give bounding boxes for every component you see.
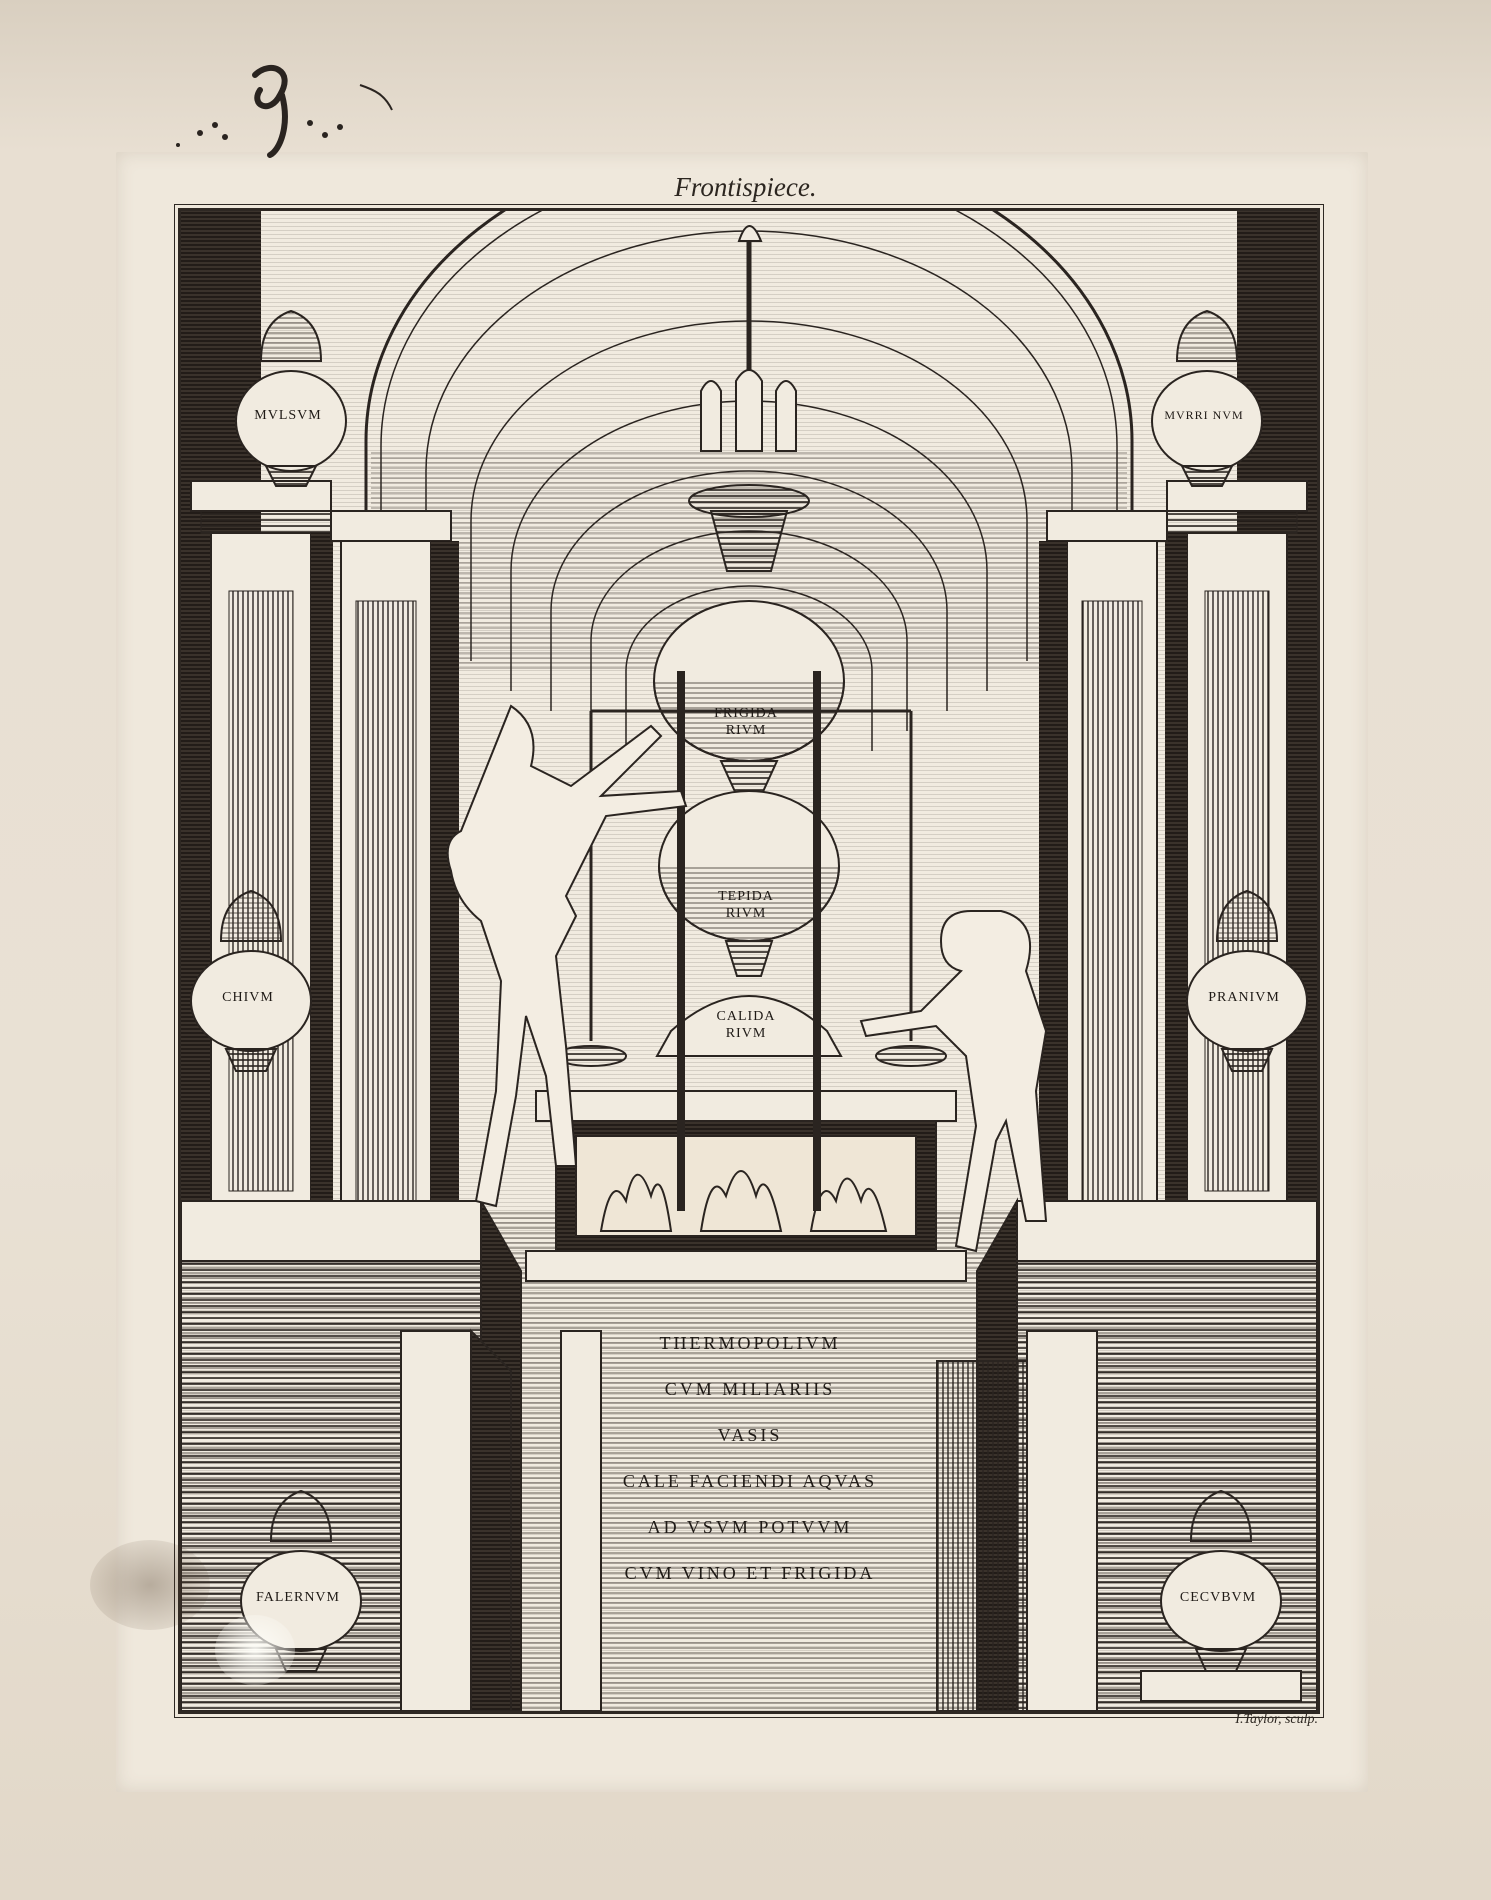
inscription — [560, 1320, 940, 1596]
urn-label-top-left: MVLSVM — [254, 408, 322, 423]
inscription-line: AD VSVM POTVVM — [647, 1517, 853, 1537]
inscription-line: THERMOPOLIVM — [659, 1333, 841, 1353]
urn-label-mid-right: PRANIVM — [1208, 990, 1280, 1005]
urn-label-top-right: MVRRI NVM — [1164, 408, 1244, 422]
vessel-label-bottom: CALIDA RIVM — [716, 1009, 776, 1041]
inscription-line: CVM MILIARIIS — [664, 1379, 836, 1399]
furnace — [526, 1091, 966, 1281]
inscription-line: CVM VINO ET FRIGIDA — [624, 1563, 876, 1583]
right-pilasters — [1039, 211, 1317, 1223]
vessel-label-top: FRIGIDA RIVM — [714, 706, 778, 738]
inscription-line: CALE FACIENDI AQVAS — [622, 1471, 878, 1491]
engraver-credit: I.Taylor, sculp. — [1235, 1712, 1318, 1727]
urn-label-mid-left: CHIVM — [222, 990, 274, 1005]
urn-label-bottom-left: FALERNVM — [256, 1590, 340, 1605]
left-pilasters — [181, 211, 459, 1223]
manuscript-mark — [130, 55, 420, 165]
urn-label-bottom-right: CECVBVM — [1179, 1590, 1257, 1605]
foxing-stain — [90, 1540, 210, 1630]
vessel-label-middle: TEPIDA RIVM — [718, 889, 774, 921]
foxing-stain — [215, 1615, 295, 1685]
inscription-line: VASIS — [717, 1425, 783, 1445]
plate-caption: Frontispiece. — [674, 172, 817, 202]
